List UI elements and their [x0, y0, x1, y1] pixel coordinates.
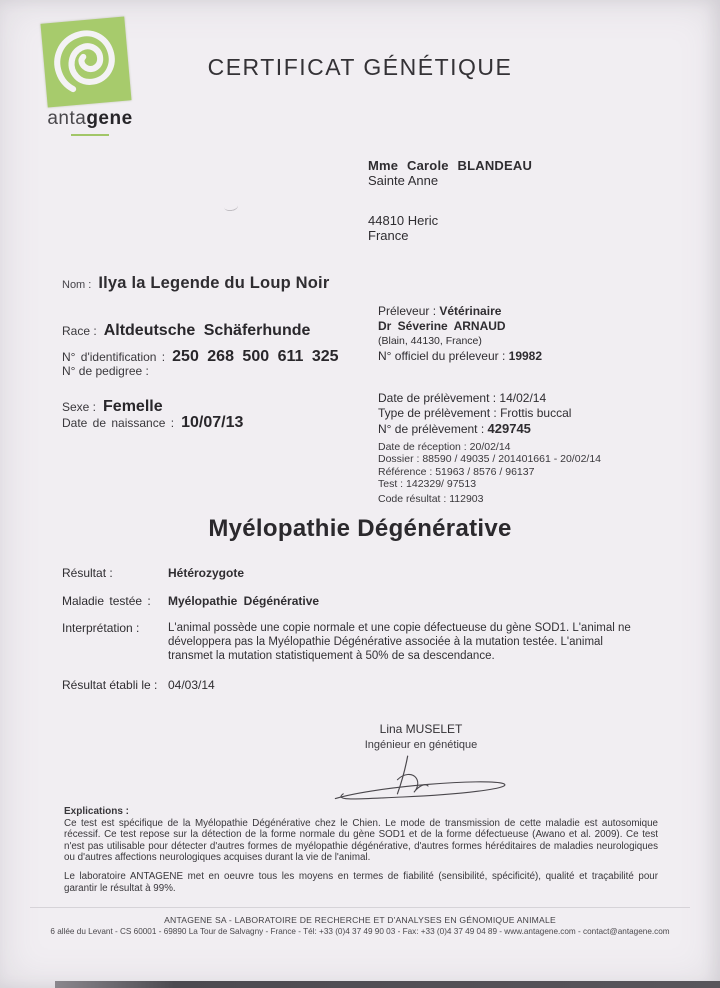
explications-paragraph-2: Le laboratoire ANTAGENE met en oeuvre tous les moyens en termes de fiabilité (sensibilité, spécificité), qualité et traçabilité pour garantir le résultat à 99%. [64, 870, 658, 894]
maladie-value: Myélopathie Dégénérative [168, 594, 320, 608]
brand-underline [71, 134, 109, 136]
explications-section [64, 806, 658, 894]
prelevement-num-value: 429745 [487, 421, 531, 436]
race-label: Race : [62, 324, 97, 338]
interpretation-text: L'animal possède une copie normale et une copie défectueuse du gène SOD1. L'animal ne développera pas la Myélopathie Dégénérative associée à la mutation testée. L'animal transmet la mutation statistiquement à 50% de sa descendance. [168, 622, 631, 662]
footer-address-line: 6 allée du Levant - CS 60001 - 69890 La Tour de Salvagny - France - Tél: +33 (0)4 37 49 90 03 - Fax: +33 (0)4 37 49 04 89 - www.antagene.com - contact@antagene.com [50, 927, 670, 936]
etabli-value: 04/03/14 [168, 678, 215, 692]
signature-block [326, 722, 516, 813]
race-row [62, 322, 310, 340]
identification-value: 250 268 500 611 325 [172, 348, 339, 365]
scan-artifact [223, 201, 238, 212]
recipient-city: 44810 Heric [368, 213, 439, 228]
prelevement-type-label: Type de prélèvement : [378, 406, 497, 420]
prelevement-type-value: Frottis buccal [500, 406, 572, 420]
footer-divider [30, 907, 690, 908]
recipient-country: France [368, 228, 409, 243]
signatory-title: Ingénieur en génétique [364, 739, 478, 751]
reception-block [378, 441, 601, 505]
explications-heading: Explications : [64, 806, 130, 817]
signature-image [326, 753, 516, 808]
nom-label: Nom : [62, 279, 92, 291]
naissance-value: 10/07/13 [181, 414, 244, 431]
prelevement-num-label: N° de prélèvement : [378, 422, 485, 436]
recipient-line2: Sainte Anne [368, 173, 439, 188]
resultat-label: Résultat : [62, 566, 113, 580]
preleveur-officiel-row [378, 349, 542, 364]
address-gap [368, 188, 532, 213]
interpretation-label: Interprétation : [62, 621, 140, 635]
prelevement-date-value: 14/02/14 [499, 391, 547, 405]
brand-wordmark [38, 108, 142, 130]
identification-label: N° d'identification : [62, 350, 166, 364]
animal-name-row [62, 274, 329, 293]
preleveur-type: Vétérinaire [439, 304, 502, 318]
pedigree-row [62, 364, 149, 378]
resultat-value: Hétérozygote [168, 566, 245, 580]
pedigree-label: N° de pedigree : [62, 364, 149, 378]
etabli-label: Résultat établi le : [62, 678, 158, 692]
prelevement-date-label: Date de prélèvement : [378, 391, 497, 405]
signatory-name: Lina MUSELET [379, 722, 463, 736]
officiel-label: N° officiel du préleveur : [378, 349, 506, 363]
reception-test: Test : 142329/ 97513 [378, 477, 477, 490]
reception-date: Date de réception : 20/02/14 [378, 441, 511, 453]
reception-code: Code résultat : 112903 [378, 493, 484, 506]
preleveur-label: Préleveur : [378, 304, 437, 318]
explications-paragraph-1: Ce test est spécifique de la Myélopathie Dégénérative chez le Chien. Le mode de transmission de cette maladie est autosomique récessif. Ce test repose sur la détection de la forme normale du gène SOD1 et de la forme défectueuse (Awano et al. 2009). Ce test n'est pas utilisable pour détecter d'autres formes de myélopathie dégénérative, d'autres formes héréditaires de maladies neurologiques ou d'autres affections neurologiques acquises durant la vie de l'animal. [64, 817, 658, 864]
brand-anta: anta [47, 108, 87, 129]
officiel-value: 19982 [508, 349, 543, 363]
animal-name: Ilya la Legende du Loup Noir [98, 274, 330, 292]
recipient-name: Mme Carole BLANDEAU [368, 158, 533, 173]
preleveur-name: Dr Séverine ARNAUD [378, 319, 506, 333]
prelevement-type-row [378, 406, 571, 421]
document-title: CERTIFICAT GÉNÉTIQUE [207, 54, 513, 80]
sexe-label: Sexe : [62, 400, 97, 414]
preleveur-location: (Blain, 44130, France) [378, 335, 482, 347]
scan-bottom-edge [55, 981, 720, 988]
preleveur-row [378, 304, 542, 319]
race-value: Altdeutsche Schäferhunde [103, 322, 311, 339]
prelevement-num-row [378, 421, 571, 437]
test-heading: Myélopathie Dégénérative [208, 515, 512, 542]
reception-reference: Référence : 51963 / 8576 / 96137 [378, 465, 535, 478]
naissance-row [62, 414, 243, 432]
maladie-label: Maladie testée : [62, 594, 151, 608]
prelevement-block [378, 391, 571, 437]
brand-gene: gene [86, 108, 133, 129]
sexe-value: Femelle [103, 398, 163, 415]
naissance-label: Date de naissance : [62, 416, 175, 430]
prelevement-date-row [378, 391, 571, 406]
recipient-address [368, 158, 532, 243]
reception-dossier: Dossier : 88590 / 49035 / 201401661 - 20/02/14 [378, 453, 602, 466]
footer-company-line: ANTAGENE SA - LABORATOIRE DE RECHERCHE ET D'ANALYSES EN GÉNOMIQUE ANIMALE [164, 915, 556, 925]
preleveur-block [378, 304, 542, 364]
